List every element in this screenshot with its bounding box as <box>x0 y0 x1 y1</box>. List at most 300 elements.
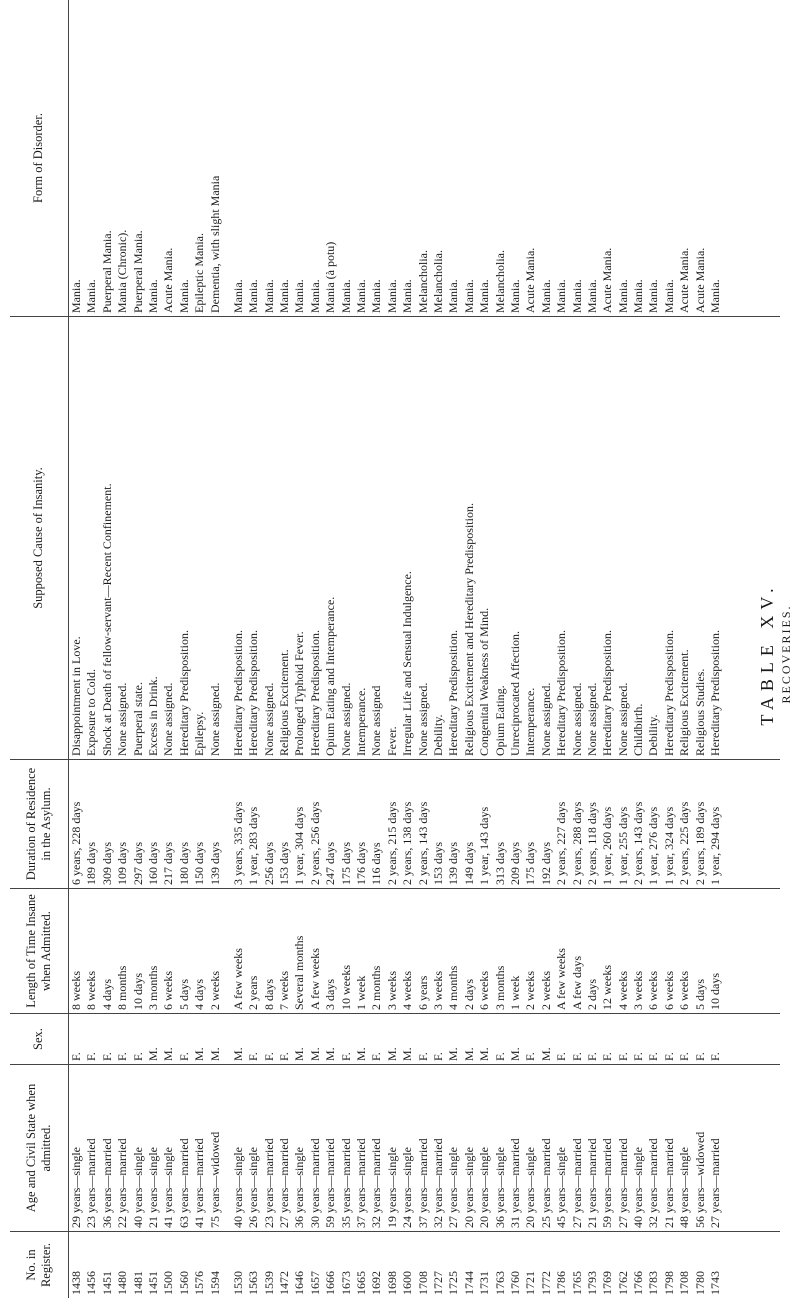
table-cell-no: 1760 <box>507 1271 522 1295</box>
table-cell-cause: Intemperance. <box>523 687 538 756</box>
table-cell-cause: None assigned. <box>115 682 130 756</box>
header-no-in-register: No. in Register. <box>10 1232 69 1299</box>
table-cell-sex: M. <box>323 1047 338 1061</box>
table-cell-len: 3 days <box>323 979 338 1010</box>
side-title-block <box>756 0 796 1308</box>
table-cell-cause: Hereditary Predisposition. <box>600 630 615 756</box>
table-cell-sex: F. <box>176 1052 191 1061</box>
table-cell-no: 1673 <box>338 1271 353 1295</box>
table-cell-no: 1646 <box>292 1271 307 1295</box>
table-cell-age: 21 years—single <box>145 1147 160 1228</box>
table-cell-age: 36 years—single <box>492 1147 507 1228</box>
table-cell-dur: 192 days <box>538 842 553 885</box>
table-cell-age: 27 years—married <box>569 1138 584 1228</box>
table-cell-len: 6 weeks <box>161 971 176 1010</box>
table-cell-no: 1480 <box>115 1271 130 1295</box>
table-cell-len: 8 months <box>115 965 130 1010</box>
table-cell-cause: None assigned. <box>584 682 599 756</box>
table-cell-no: 1451 <box>145 1271 160 1295</box>
table-cell-len: Several months <box>292 935 307 1010</box>
table-cell-form: Acute Mania. <box>677 247 692 313</box>
table-cell-sex: F. <box>415 1052 430 1061</box>
table-cell-cause: Prolonged Typhoid Fever. <box>292 631 307 756</box>
table-cell-len: 2 years <box>246 975 261 1010</box>
table-cell-sex: F. <box>99 1052 114 1061</box>
table-cell-len: 3 months <box>145 965 160 1010</box>
table-cell-no: 1600 <box>400 1271 415 1295</box>
table-cell-form: Puerperal Mania. <box>99 230 114 313</box>
row-gap <box>223 3 231 313</box>
table-cell-len: 8 weeks <box>69 971 83 1010</box>
header-row <box>10 0 69 1298</box>
table-cell-dur: 2 years, 143 days <box>415 801 430 885</box>
table-cell-len: 6 weeks <box>677 971 692 1010</box>
table-cell-age: 20 years—single <box>461 1147 476 1228</box>
table-cell-no: 1798 <box>661 1271 676 1295</box>
table-cell-dur: 3 years, 335 days <box>230 801 245 885</box>
column-length <box>69 889 781 1014</box>
table-cell-dur: 1 year, 255 days <box>615 806 630 885</box>
table-cell-form: Mania. <box>400 279 415 313</box>
table-cell-dur: 150 days <box>192 842 207 885</box>
table-cell-len: A few weeks <box>554 948 569 1010</box>
table-cell-cause: None assigned. <box>615 682 630 756</box>
table-cell-len: A few weeks <box>230 948 245 1010</box>
table-cell-age: 19 years—single <box>384 1147 399 1228</box>
table-cell-form: Mania. <box>261 279 276 313</box>
table-cell-sex: F. <box>523 1052 538 1061</box>
table-cell-len: 6 years <box>415 975 430 1010</box>
table-cell-age: 63 years—married <box>176 1138 191 1228</box>
table-cell-form: Mania. <box>631 279 646 313</box>
table-cell-age: 36 years—single <box>292 1147 307 1228</box>
table-cell-sex: M. <box>161 1047 176 1061</box>
table-cell-sex: F. <box>584 1052 599 1061</box>
table-cell-form: Melancholia. <box>415 250 430 313</box>
table-cell-len: 2 weeks <box>538 971 553 1010</box>
table-cell-form: Acute Mania. <box>600 247 615 313</box>
table-cell-cause: Hereditary Predisposition. <box>307 630 322 756</box>
table-cell-no: 1500 <box>161 1271 176 1295</box>
table-cell-cause: Fever. <box>384 726 399 756</box>
header-duration-residence: Duration of Residence in the Asylum. <box>10 760 69 889</box>
table-cell-len: 2 months <box>369 965 384 1010</box>
table-cell-dur: 180 days <box>176 842 191 885</box>
table-cell-len: 5 days <box>176 979 191 1010</box>
table-cell-len: 2 weeks <box>207 971 222 1010</box>
table-cell-sex: M. <box>477 1047 492 1061</box>
table-cell-len: 6 weeks <box>477 971 492 1010</box>
table-cell-sex: M. <box>400 1047 415 1061</box>
table-cell-age: 41 years—single <box>161 1147 176 1228</box>
table-cell-no: 1708 <box>677 1271 692 1295</box>
table-cell-sex: M. <box>145 1047 160 1061</box>
table-cell-cause: Unreciprocated Affection. <box>507 630 522 756</box>
table-cell-no: 1708 <box>415 1271 430 1295</box>
table-cell-len: 5 days <box>692 979 707 1010</box>
table-cell-form: Mania. <box>554 279 569 313</box>
table-cell-no: 1765 <box>569 1271 584 1295</box>
table-cell-form: Mania. <box>538 279 553 313</box>
table-cell-age: 26 years—single <box>246 1147 261 1228</box>
table-cell-dur: 149 days <box>461 842 476 885</box>
table-cell-age: 27 years—single <box>446 1147 461 1228</box>
table-cell-cause: None assigned. <box>569 682 584 756</box>
table-cell-no: 1563 <box>246 1271 261 1295</box>
table-cell-form: Melancholia. <box>492 250 507 313</box>
table-cell-dur: 176 days <box>354 842 369 885</box>
table-cell-cause: Religious Studies. <box>692 668 707 756</box>
table-cell-no: 1727 <box>430 1271 445 1295</box>
table-cell-sex: F. <box>631 1052 646 1061</box>
table-cell-sex: M. <box>230 1047 245 1061</box>
table-cell-sex: M. <box>192 1047 207 1061</box>
table-cell-age: 25 years—married <box>538 1138 553 1228</box>
table-cell-age: 27 years—married <box>277 1138 292 1228</box>
table-cell-age: 23 years—married <box>84 1138 99 1228</box>
table-cell-cause: Hereditary Predisposition. <box>230 630 245 756</box>
table-cell-age: 21 years—married <box>661 1138 676 1228</box>
table-cell-no: 1786 <box>554 1271 569 1295</box>
table-cell-len: 12 weeks <box>600 965 615 1010</box>
table-cell-dur: 247 days <box>323 842 338 885</box>
table-cell-age: 48 years—single <box>677 1147 692 1228</box>
table-cell-sex: F. <box>569 1052 584 1061</box>
table-cell-len: 4 months <box>446 965 461 1010</box>
table-cell-no: 1438 <box>69 1271 83 1295</box>
table-cell-no: 1576 <box>192 1271 207 1295</box>
table-cell-form: Mania. <box>69 279 83 313</box>
table-cell-dur: 2 years, 138 days <box>400 801 415 885</box>
table-cell-cause: None assigned <box>369 685 384 756</box>
table-cell-age: 59 years—married <box>323 1138 338 1228</box>
table-cell-sex: F. <box>692 1052 707 1061</box>
table-cell-form: Mania. <box>307 279 322 313</box>
table-cell-form: Epileptic Mania. <box>192 233 207 313</box>
table-cell-age: 75 years—widowed <box>207 1131 222 1228</box>
table-cell-age: 30 years—married <box>307 1138 322 1228</box>
table-cell-cause: None assigned. <box>161 682 176 756</box>
table-cell-age: 40 years—single <box>631 1147 646 1228</box>
table-cell-sex: F. <box>369 1052 384 1061</box>
table-cell-no: 1772 <box>538 1271 553 1295</box>
table-cell-form: Mania. <box>446 279 461 313</box>
table-cell-dur: 2 years, 288 days <box>569 801 584 885</box>
table-cell-form: Mania. <box>292 279 307 313</box>
table-cell-no: 1731 <box>477 1271 492 1295</box>
table-cell-form: Dementia, with slight Mania <box>207 175 222 313</box>
table-cell-dur: 1 year, 260 days <box>600 806 615 885</box>
table-cell-form: Mania. <box>507 279 522 313</box>
table-cell-no: 1456 <box>84 1271 99 1295</box>
table-cell-dur: 1 year, 304 days <box>292 806 307 885</box>
table-cell-len: 3 weeks <box>384 971 399 1010</box>
table-cell-form: Mania. <box>369 279 384 313</box>
table-cell-form: Mania. <box>354 279 369 313</box>
table-cell-sex: F. <box>677 1052 692 1061</box>
table-cell-sex: F. <box>261 1052 276 1061</box>
table-cell-form: Mania. <box>84 279 99 313</box>
table-cell-len: 1 week <box>354 975 369 1010</box>
column-form <box>69 0 781 317</box>
table-cell-sex: M. <box>292 1047 307 1061</box>
table-cell-len: 10 days <box>130 973 145 1010</box>
table-cell-age: 56 years—widowed <box>692 1131 707 1228</box>
table-cell-form: Mania. <box>338 279 353 313</box>
table-cell-cause: Hereditary Predisposition. <box>661 630 676 756</box>
table-cell-no: 1657 <box>307 1271 322 1295</box>
table-cell-no: 1780 <box>692 1271 707 1295</box>
table-cell-sex: F. <box>338 1052 353 1061</box>
table-cell-len: 8 days <box>261 979 276 1010</box>
table-cell-form: Mania. <box>661 279 676 313</box>
table-cell-sex: M. <box>354 1047 369 1061</box>
table-cell-cause: None assigned. <box>207 682 222 756</box>
table-cell-dur: 1 year, 276 days <box>646 806 661 885</box>
table-cell-form: Acute Mania. <box>523 247 538 313</box>
table-cell-len: 6 weeks <box>661 971 676 1010</box>
column-age <box>69 1065 781 1232</box>
table-cell-dur: 309 days <box>99 842 114 885</box>
table-cell-cause: Hereditary Predisposition. <box>708 630 723 756</box>
table-cell-dur: 139 days <box>446 842 461 885</box>
table-cell-sex: F. <box>615 1052 630 1061</box>
table-cell-cause: Irregular Life and Sensual Indulgence. <box>400 571 415 756</box>
table-cell-no: 1692 <box>369 1271 384 1295</box>
table-cell-sex: F. <box>492 1052 507 1061</box>
table-cell-age: 40 years—single <box>230 1147 245 1228</box>
table-cell-dur: 160 days <box>145 842 160 885</box>
table-cell-sex: F. <box>646 1052 661 1061</box>
table-cell-len: 4 weeks <box>400 971 415 1010</box>
table-cell-sex: M. <box>384 1047 399 1061</box>
row-gap <box>223 320 231 756</box>
table-cell-dur: 116 days <box>369 842 384 885</box>
table-cell-age: 45 years—single <box>554 1147 569 1228</box>
row-gap <box>223 763 231 885</box>
table-cell-no: 1472 <box>277 1271 292 1295</box>
table-cell-sex: F. <box>277 1052 292 1061</box>
table-cell-form: Mania. <box>384 279 399 313</box>
table-cell-no: 1743 <box>708 1271 723 1295</box>
table-subtitle: RECOVERIES. <box>779 604 793 704</box>
table-cell-len: 3 weeks <box>430 971 445 1010</box>
table-cell-cause: Opium Eating. <box>492 685 507 756</box>
table-cell-age: 36 years—married <box>99 1138 114 1228</box>
table-cell-cause: Puerperal state. <box>130 682 145 756</box>
table-cell-cause: Religious Excitement. <box>677 649 692 756</box>
table-cell-form: Mania. <box>461 279 476 313</box>
table-cell-age: 41 years—married <box>192 1138 207 1228</box>
table-cell-no: 1763 <box>492 1271 507 1295</box>
table-cell-sex: F. <box>708 1052 723 1061</box>
table-cell-sex: F. <box>115 1052 130 1061</box>
table-cell-len: A few days <box>569 956 584 1010</box>
table-cell-len: A few weeks <box>307 948 322 1010</box>
table-cell-dur: 209 days <box>507 842 522 885</box>
table-cell-cause: Debility. <box>646 714 661 756</box>
table-cell-sex: M. <box>507 1047 522 1061</box>
table-cell-form: Mania. <box>569 279 584 313</box>
table-cell-len: 10 days <box>708 973 723 1010</box>
table-cell-sex: F. <box>600 1052 615 1061</box>
header-supposed-cause: Supposed Cause of Insanity. <box>10 317 69 760</box>
table-cell-cause: None assigned. <box>415 682 430 756</box>
table-cell-sex: F. <box>69 1052 83 1061</box>
table-cell-cause: None assigned. <box>338 682 353 756</box>
rotated-table-wrapper <box>10 48 780 1298</box>
table-cell-sex: F. <box>84 1052 99 1061</box>
table-cell-age: 59 years—married <box>600 1138 615 1228</box>
row-gap <box>223 1017 231 1061</box>
table-cell-len: 4 days <box>192 979 207 1010</box>
table-cell-len: 2 days <box>584 979 599 1010</box>
table-cell-dur: 256 days <box>261 842 276 885</box>
table-cell-dur: 2 years, 143 days <box>631 801 646 885</box>
table-cell-dur: 1 year, 283 days <box>246 806 261 885</box>
table-cell-dur: 217 days <box>161 842 176 885</box>
table-cell-age: 32 years—married <box>646 1138 661 1228</box>
table-cell-form: Mania. <box>145 279 160 313</box>
header-age-civil-state: Age and Civil State when admitted. <box>10 1065 69 1232</box>
table-cell-cause: Hereditary Predisposition. <box>176 630 191 756</box>
table-cell-sex: F. <box>554 1052 569 1061</box>
table-cell-cause: Intemperance. <box>354 687 369 756</box>
table-cell-len: 4 weeks <box>615 971 630 1010</box>
table-cell-age: 40 years—single <box>130 1147 145 1228</box>
table-cell-form: Mania (à potu) <box>323 241 338 313</box>
table-cell-age: 24 years—single <box>400 1147 415 1228</box>
recoveries-table <box>10 0 780 1298</box>
table-cell-cause: Opium Eating and Intemperance. <box>323 596 338 756</box>
table-cell-no: 1530 <box>230 1271 245 1295</box>
table-cell-no: 1539 <box>261 1271 276 1295</box>
table-cell-form: Melancholia. <box>430 250 445 313</box>
table-cell-no: 1766 <box>631 1271 646 1295</box>
table-cell-no: 1481 <box>130 1271 145 1295</box>
column-cause <box>69 317 781 760</box>
table-cell-no: 1698 <box>384 1271 399 1295</box>
table-cell-len: 2 days <box>461 979 476 1010</box>
table-cell-cause: None assigned. <box>538 682 553 756</box>
table-cell-age: 21 years—married <box>584 1138 599 1228</box>
table-cell-no: 1594 <box>207 1271 222 1295</box>
header-length-insane: Length of Time Insane when Admitted. <box>10 889 69 1014</box>
table-cell-dur: 1 year, 143 days <box>477 806 492 885</box>
table-cell-age: 20 years—single <box>523 1147 538 1228</box>
table-cell-cause: Congenital Weakness of Mind. <box>477 607 492 756</box>
table-cell-cause: Hereditary Predisposition. <box>246 630 261 756</box>
table-cell-dur: 109 days <box>115 842 130 885</box>
table-cell-form: Acute Mania. <box>692 247 707 313</box>
table-cell-no: 1793 <box>584 1271 599 1295</box>
table-cell-cause: Debility. <box>430 714 445 756</box>
table-cell-no: 1783 <box>646 1271 661 1295</box>
table-cell-dur: 1 year, 324 days <box>661 806 676 885</box>
table-cell-dur: 189 days <box>84 842 99 885</box>
row-gap <box>223 1235 231 1295</box>
table-cell-cause: Religious Excitement and Hereditary Predisposition. <box>461 503 476 756</box>
row-gap <box>223 892 231 1010</box>
table-cell-age: 27 years—married <box>708 1138 723 1228</box>
table-cell-form: Mania. <box>176 279 191 313</box>
table-cell-dur: 2 years, 227 days <box>554 801 569 885</box>
table-cell-len: 1 week <box>507 975 522 1010</box>
table-cell-dur: 2 years, 189 days <box>692 801 707 885</box>
table-cell-age: 32 years—married <box>430 1138 445 1228</box>
table-cell-form: Mania (Chronic). <box>115 229 130 313</box>
table-cell-no: 1725 <box>446 1271 461 1295</box>
table-cell-len: 3 months <box>492 965 507 1010</box>
table-cell-len: 6 weeks <box>646 971 661 1010</box>
table-cell-cause: Epilepsy. <box>192 711 207 756</box>
table-cell-sex: M. <box>446 1047 461 1061</box>
column-sex <box>69 1014 781 1065</box>
table-cell-form: Mania. <box>615 279 630 313</box>
table-cell-dur: 175 days <box>523 842 538 885</box>
table-cell-cause: Disappointment in Love. <box>69 636 83 756</box>
table-cell-form: Mania. <box>230 279 245 313</box>
table-cell-sex: M. <box>538 1047 553 1061</box>
table-cell-no: 1560 <box>176 1271 191 1295</box>
table-cell-age: 31 years—married <box>507 1138 522 1228</box>
table-cell-no: 1762 <box>615 1271 630 1295</box>
table-cell-dur: 6 years, 228 days <box>69 801 83 885</box>
table-cell-age: 29 years—single <box>69 1147 83 1228</box>
table-body-row <box>69 0 781 1298</box>
table-cell-dur: 153 days <box>277 842 292 885</box>
table-cell-cause: Hereditary Predisposition. <box>446 630 461 756</box>
table-cell-age: 37 years—married <box>415 1138 430 1228</box>
table-cell-form: Mania. <box>246 279 261 313</box>
table-cell-no: 1451 <box>99 1271 114 1295</box>
table-cell-sex: M. <box>307 1047 322 1061</box>
table-cell-cause: Hereditary Predisposition. <box>554 630 569 756</box>
table-cell-dur: 2 years, 256 days <box>307 801 322 885</box>
table-cell-age: 23 years—married <box>261 1138 276 1228</box>
table-cell-form: Mania. <box>646 279 661 313</box>
table-cell-form: Mania. <box>277 279 292 313</box>
table-cell-age: 27 years—married <box>615 1138 630 1228</box>
table-cell-no: 1721 <box>523 1271 538 1295</box>
table-cell-sex: F. <box>246 1052 261 1061</box>
table-cell-age: 35 years—married <box>338 1138 353 1228</box>
table-cell-dur: 175 days <box>338 842 353 885</box>
table-cell-age: 37 years—married <box>354 1138 369 1228</box>
table-cell-dur: 313 days <box>492 842 507 885</box>
table-cell-sex: M. <box>207 1047 222 1061</box>
table-cell-form: Mania. <box>584 279 599 313</box>
table-cell-sex: F. <box>130 1052 145 1061</box>
table-cell-dur: 297 days <box>130 842 145 885</box>
table-cell-cause: Shock at Death of fellow-servant—Recent Confinement. <box>99 483 114 756</box>
table-cell-len: 2 weeks <box>523 971 538 1010</box>
table-cell-form: Puerperal Mania. <box>130 230 145 313</box>
table-cell-len: 10 weeks <box>338 965 353 1010</box>
table-cell-sex: F. <box>661 1052 676 1061</box>
table-title: TABLE XV. <box>757 582 777 726</box>
table-cell-no: 1666 <box>323 1271 338 1295</box>
table-cell-form: Mania. <box>708 279 723 313</box>
table-cell-sex: M. <box>461 1047 476 1061</box>
table-cell-cause: None assigned. <box>261 682 276 756</box>
table-cell-len: 8 weeks <box>84 971 99 1010</box>
table-cell-dur: 2 years, 215 days <box>384 801 399 885</box>
table-cell-no: 1769 <box>600 1271 615 1295</box>
column-no <box>69 1232 781 1299</box>
header-form-of-disorder: Form of Disorder. <box>10 0 69 317</box>
table-cell-age: 20 years—single <box>477 1147 492 1228</box>
